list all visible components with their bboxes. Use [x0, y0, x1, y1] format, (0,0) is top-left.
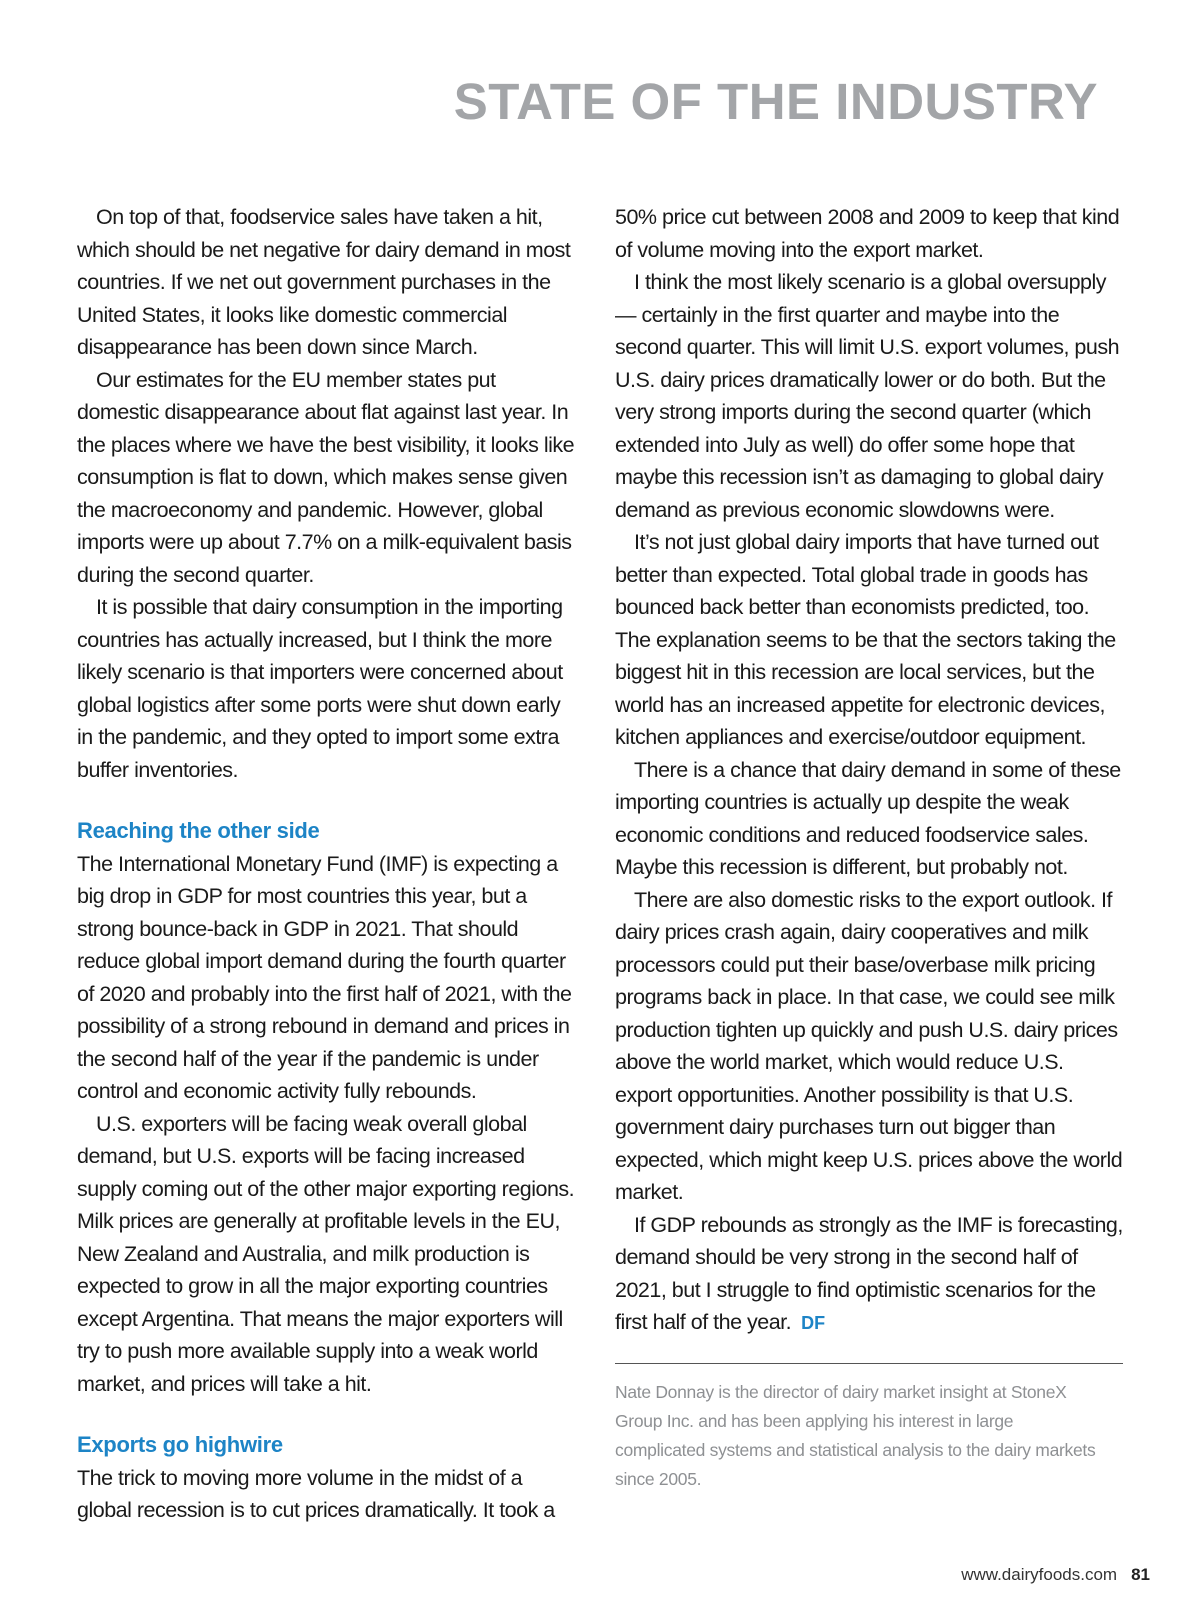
subheading-reaching-the-other-side: Reaching the other side [77, 818, 320, 843]
body-paragraph: The International Monetary Fund (IMF) is expecting a big drop in GDP for most countries this year, but a strong bounce-back in GDP in 2021. That should reduce global import demand during the fourth quarter of 2020 and probably into the first half of 2021, with the possibility of a strong rebound in demand and prices in the second half of the year if the pandemic is under control and economic activity fully rebounds. [77, 851, 572, 1103]
body-paragraph: Our estimates for the EU member states put domestic disappearance about flat against last year. In the places where we have the best visibility, it looks like consumption is flat to down, which makes sense given the macroeconomy and pandemic. However, global imports were up about 7.7% on a milk-equivalent basis during the second quarter. [77, 367, 575, 587]
body-paragraph: There is a chance that dairy demand in some of these importing countries is actually up despite the weak economic conditions and reduced foodservice sales. Maybe this recession is different, but probably not. [615, 757, 1121, 879]
section-title: STATE OF THE INDUSTRY [453, 73, 1098, 130]
body-paragraph: It’s not just global dairy imports that have turned out better than expected. Total global trade in goods has bounced back better than economists predicted, too. The explanation seems to be that the sectors taking the biggest hit in this recession are local services, but the world has an increased appetite for electronic devices, kitchen appliances and exercise/outdoor equipment. [615, 530, 1116, 749]
body-paragraph: I think the most likely scenario is a global oversupply — certainly in the first quarter and maybe into the second quarter. This will limit U.S. export volumes, push U.S. dairy prices dramatically lower or do both. But the very strong imports during the second quarter (which extended into July as well) do offer some hope that maybe this recession isn’t as damaging to global dairy demand as previous economic slowdowns were. [615, 270, 1120, 522]
subheading-exports-go-highwire: Exports go highwire [77, 1432, 283, 1457]
end-mark: DF [801, 1313, 826, 1333]
body-paragraph: There are also domestic risks to the export outlook. If dairy prices crash again, dairy cooperatives and milk processors could put their base/overbase milk pricing programs back in place. In that case, we could see milk production tighten up quickly and push U.S. dairy prices above the world market, which would reduce U.S. export opportunities. Another possibility is that U.S. government dairy purchases turn out bigger than expected, which might keep U.S. prices above the world market. [615, 887, 1123, 1204]
final-paragraph-text: If GDP rebounds as strongly as the IMF is forecasting, demand should be very strong in the second half of 2021, but I struggle to find optimistic scenarios for the first half of the year. [615, 1212, 1123, 1334]
body-paragraph: It is possible that dairy consumption in the importing countries has actually increased, but I think the more likely scenario is that importers were concerned about global logistics after some ports were shut down early in the pandemic, and they opted to import some extra buffer inventories. [77, 595, 563, 782]
bio-divider [615, 1363, 1123, 1364]
page-number: 81 [1131, 1565, 1150, 1584]
left-column [77, 201, 575, 1527]
page-footer [961, 1565, 1150, 1585]
footer-url: www.dairyfoods.com [961, 1565, 1118, 1584]
author-bio: Nate Donnay is the director of dairy market insight at StoneX Group Inc. and has been applying his interest in large complicated systems and statistical analysis to the dairy markets since 2005. [615, 1382, 1096, 1489]
body-paragraph: 50% price cut between 2008 and 2009 to keep that kind of volume moving into the export market. [615, 205, 1120, 262]
right-column [615, 201, 1123, 1340]
body-paragraph: The trick to moving more volume in the midst of a global recession is to cut prices dramatically. It took a [77, 1465, 555, 1522]
body-paragraph: On top of that, foodservice sales have taken a hit, which should be net negative for dairy demand in most countries. If we net out government purchases in the United States, it looks like domestic commercial disappearance has been down since March. [77, 205, 571, 359]
body-paragraph: U.S. exporters will be facing weak overall global demand, but U.S. exports will be facing increased supply coming out of the other major exporting regions. Milk prices are generally at profitable levels in the EU, New Zealand and Australia, and milk production is expected to grow in all the major exporting countries except Argentina. That means the major exporters will try to push more available supply into a weak world market, and prices will take a hit. [77, 1111, 575, 1396]
body-paragraph-final [615, 1209, 1123, 1340]
